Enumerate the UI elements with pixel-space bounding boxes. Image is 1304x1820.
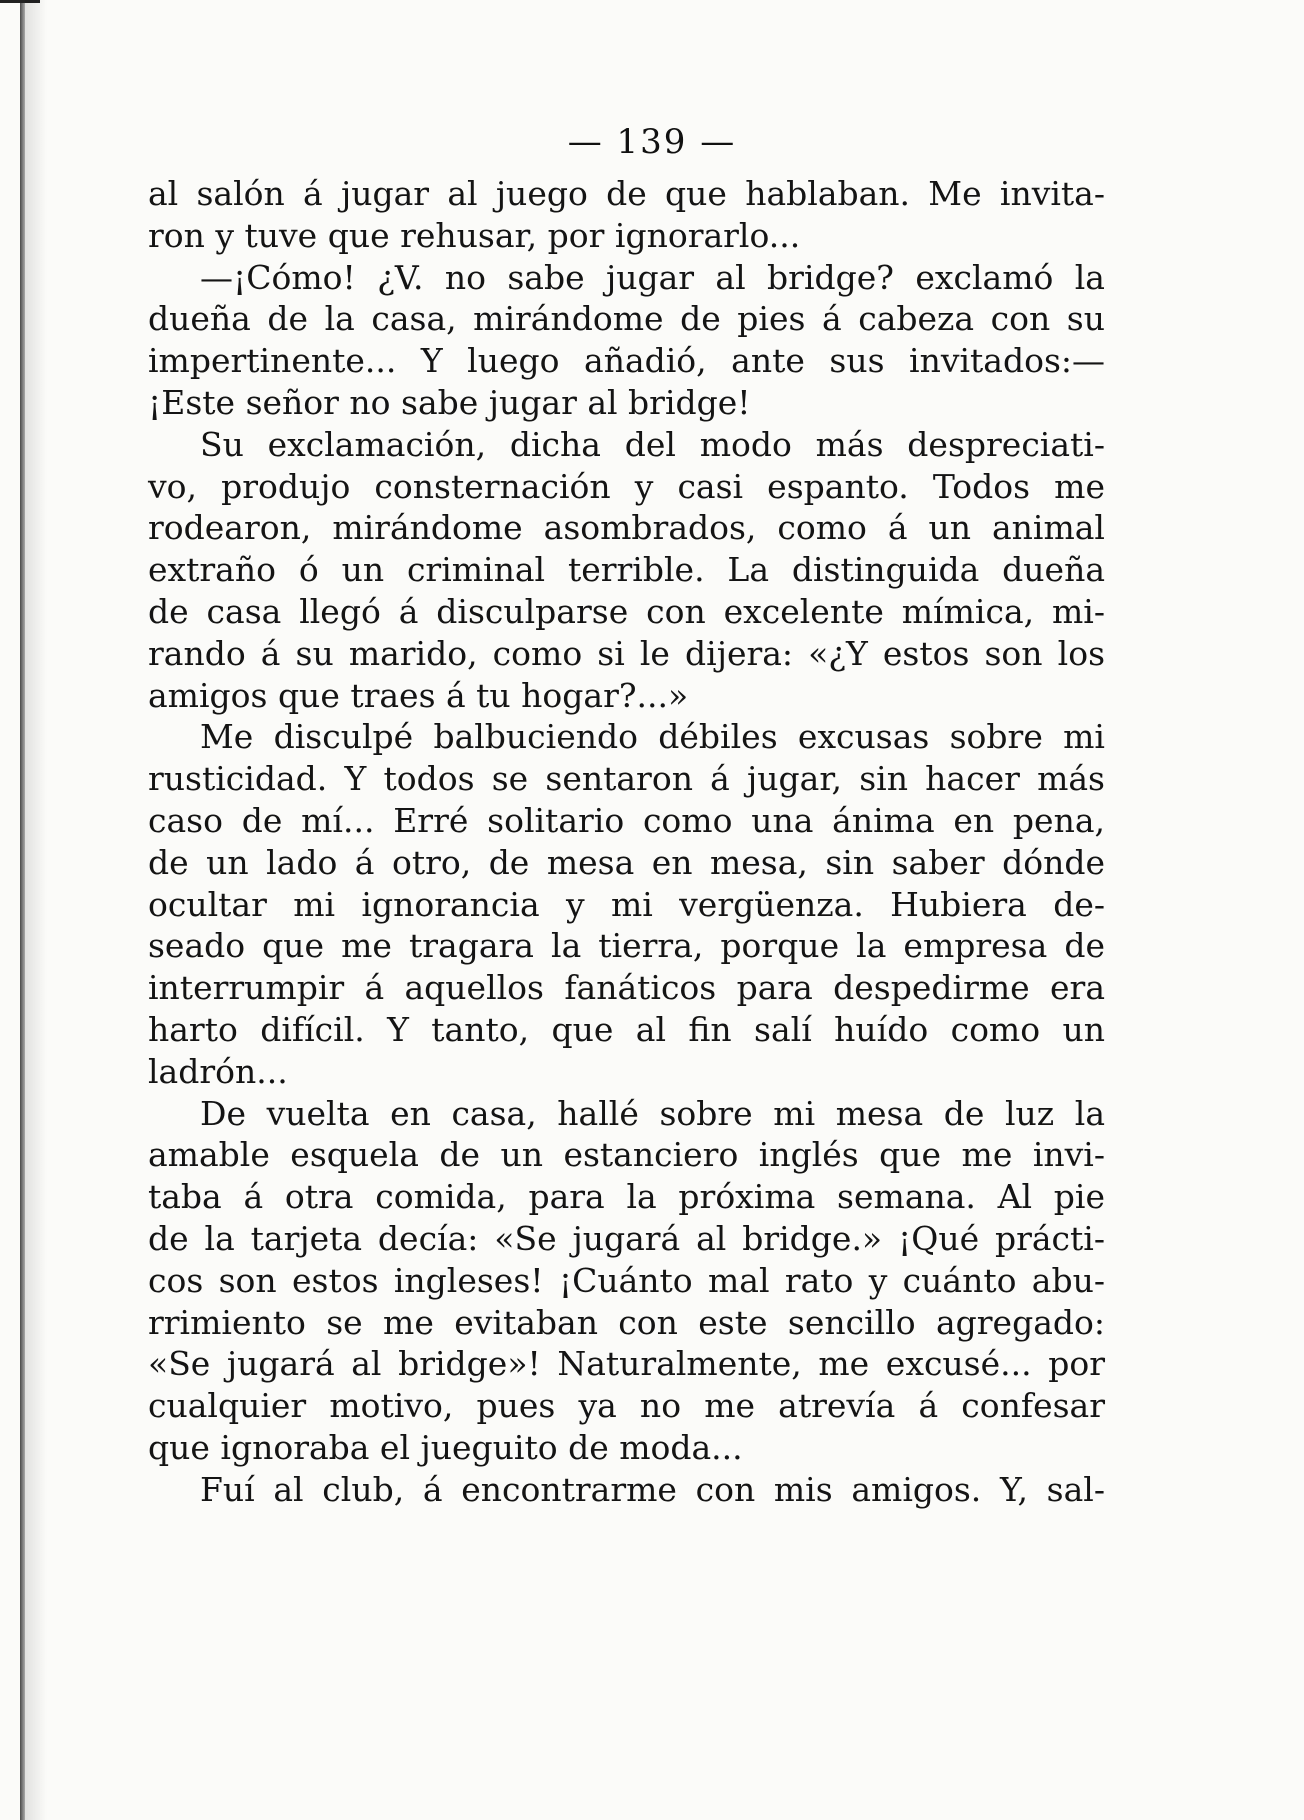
text-line: Fuí al club, á encontrarme con mis amigos. Y, sal- xyxy=(200,1469,1105,1509)
text-line: dueña de la casa, mirándome de pies á cabeza con su xyxy=(148,299,1105,339)
text-line: harto difícil. Y tanto, que al fin salí huído como un xyxy=(148,1009,1105,1049)
text-line: caso de mí... Erré solitario como una ánima en pena, xyxy=(148,800,1105,840)
text-line: interrumpir á aquellos fanáticos para despedirme era xyxy=(148,968,1105,1008)
text-line: amable esquela de un estanciero inglés que me invi- xyxy=(148,1135,1105,1175)
text-line: de la tarjeta decía: «Se jugará al bridge.» ¡Qué prácti- xyxy=(148,1218,1105,1258)
text-line: al salón á jugar al juego de que hablaban. Me invita- xyxy=(148,174,1105,213)
text-line: taba á otra comida, para la próxima semana. Al pie xyxy=(148,1177,1105,1217)
text-line: cualquier motivo, pues ya no me atrevía á confesar xyxy=(148,1386,1105,1426)
text-line: cos son estos ingleses! ¡Cuánto mal rato y cuánto abu- xyxy=(148,1260,1105,1300)
text-line: ¡Este señor no sabe jugar al bridge! xyxy=(148,382,751,422)
text-line: De vuelta en casa, hallé sobre mi mesa de luz la xyxy=(200,1093,1105,1133)
text-line: «Se jugará al bridge»! Naturalmente, me excusé... por xyxy=(148,1344,1105,1384)
text-line: Su exclamación, dicha del modo más despreciati- xyxy=(200,424,1105,464)
text-line: amigos que traes á tu hogar?...» xyxy=(148,675,689,715)
text-line: de casa llegó á disculparse con excelente mímica, mi- xyxy=(148,591,1105,631)
binding-shadow xyxy=(25,0,47,1820)
body-text xyxy=(148,173,1105,1511)
text-line: —¡Cómo! ¿V. no sabe jugar al bridge? exclamó la xyxy=(200,257,1105,297)
text-line: extraño ó un criminal terrible. La distinguida dueña xyxy=(148,550,1105,590)
text-line: ocultar mi ignorancia y mi vergüenza. Hubiera de- xyxy=(148,884,1105,924)
text-line: que ignoraba el jueguito de moda... xyxy=(148,1427,743,1467)
text-line: impertinente... Y luego añadió, ante sus invitados:— xyxy=(148,341,1105,381)
text-line: ron y tuve que rehusar, por ignorarlo... xyxy=(148,215,801,255)
text-line: Me disculpé balbuciendo débiles excusas sobre mi xyxy=(200,717,1105,757)
text-line: de un lado á otro, de mesa en mesa, sin saber dónde xyxy=(148,842,1105,882)
page-number: — 139 — xyxy=(567,122,737,162)
text-line: rrimiento se me evitaban con este sencillo agregado: xyxy=(148,1302,1105,1342)
text-line: rodearon, mirándome asombrados, como á un animal xyxy=(148,508,1105,548)
text-line: ladrón... xyxy=(148,1051,288,1091)
text-line: rusticidad. Y todos se sentaron á jugar, sin hacer más xyxy=(148,759,1105,799)
text-line: vo, produjo consternación y casi espanto. Todos me xyxy=(148,466,1105,506)
text-line: rando á su marido, como si le dijera: «¿Y estos son los xyxy=(148,633,1105,673)
text-line: seado que me tragara la tierra, porque la empresa de xyxy=(148,926,1105,966)
